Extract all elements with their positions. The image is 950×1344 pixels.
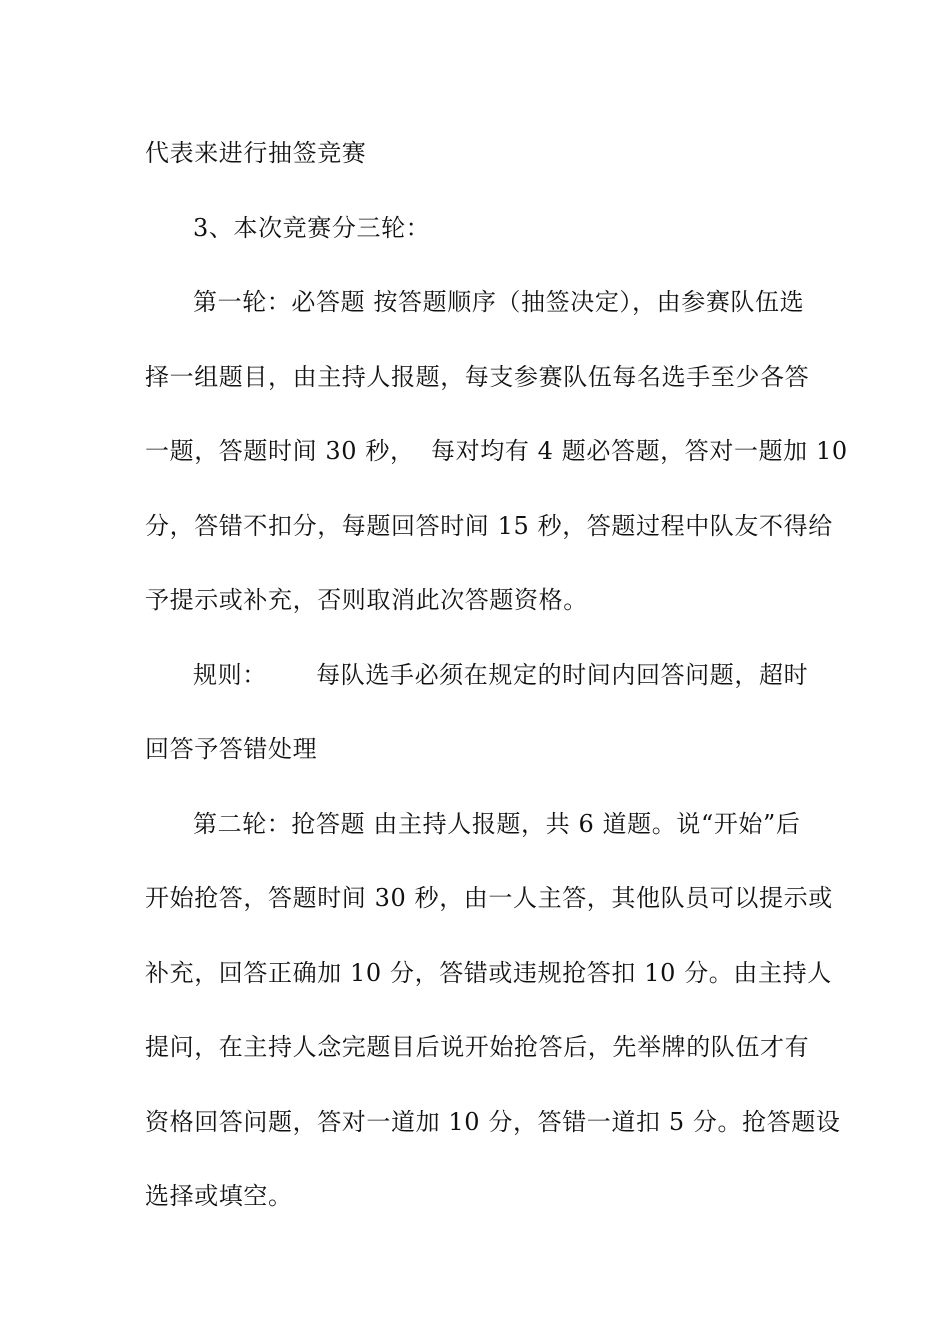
text-line: 3、本次竞赛分三轮： — [193, 214, 431, 242]
text-line: 一题，答题时间 30 秒， 每对均有 4 题必答题，答对一题加 10 — [145, 437, 848, 465]
text-line: 选择或填空。 — [145, 1182, 293, 1210]
text-line: 第一轮：必答题 按答题顺序（抽签决定），由参赛队伍选 — [193, 288, 805, 316]
text-line: 代表来进行抽签竞赛 — [145, 139, 367, 167]
text-line: 分，答错不扣分，每题回答时间 15 秒，答题过程中队友不得给 — [145, 512, 833, 540]
text-line: 予提示或补充，否则取消此次答题资格。 — [145, 586, 588, 614]
text-line: 择一组题目，由主持人报题，每支参赛队伍每名选手至少各答 — [145, 363, 810, 391]
text-line: 第二轮：抢答题 由主持人报题，共 6 道题。说“开始”后 — [193, 810, 801, 838]
text-line: 资格回答问题，答对一道加 10 分，答错一道扣 5 分。抢答题设 — [145, 1108, 841, 1136]
text-line: 开始抢答，答题时间 30 秒，由一人主答，其他队员可以提示或 — [145, 884, 833, 912]
text-line: 回答予答错处理 — [145, 735, 318, 763]
text-line: 补充，回答正确加 10 分，答错或违规抢答扣 10 分。由主持人 — [145, 959, 832, 987]
text-line: 规则： 每队选手必须在规定的时间内回答问题，超时 — [193, 661, 809, 689]
text-line: 提问，在主持人念完题目后说开始抢答后，先举牌的队伍才有 — [145, 1033, 810, 1061]
